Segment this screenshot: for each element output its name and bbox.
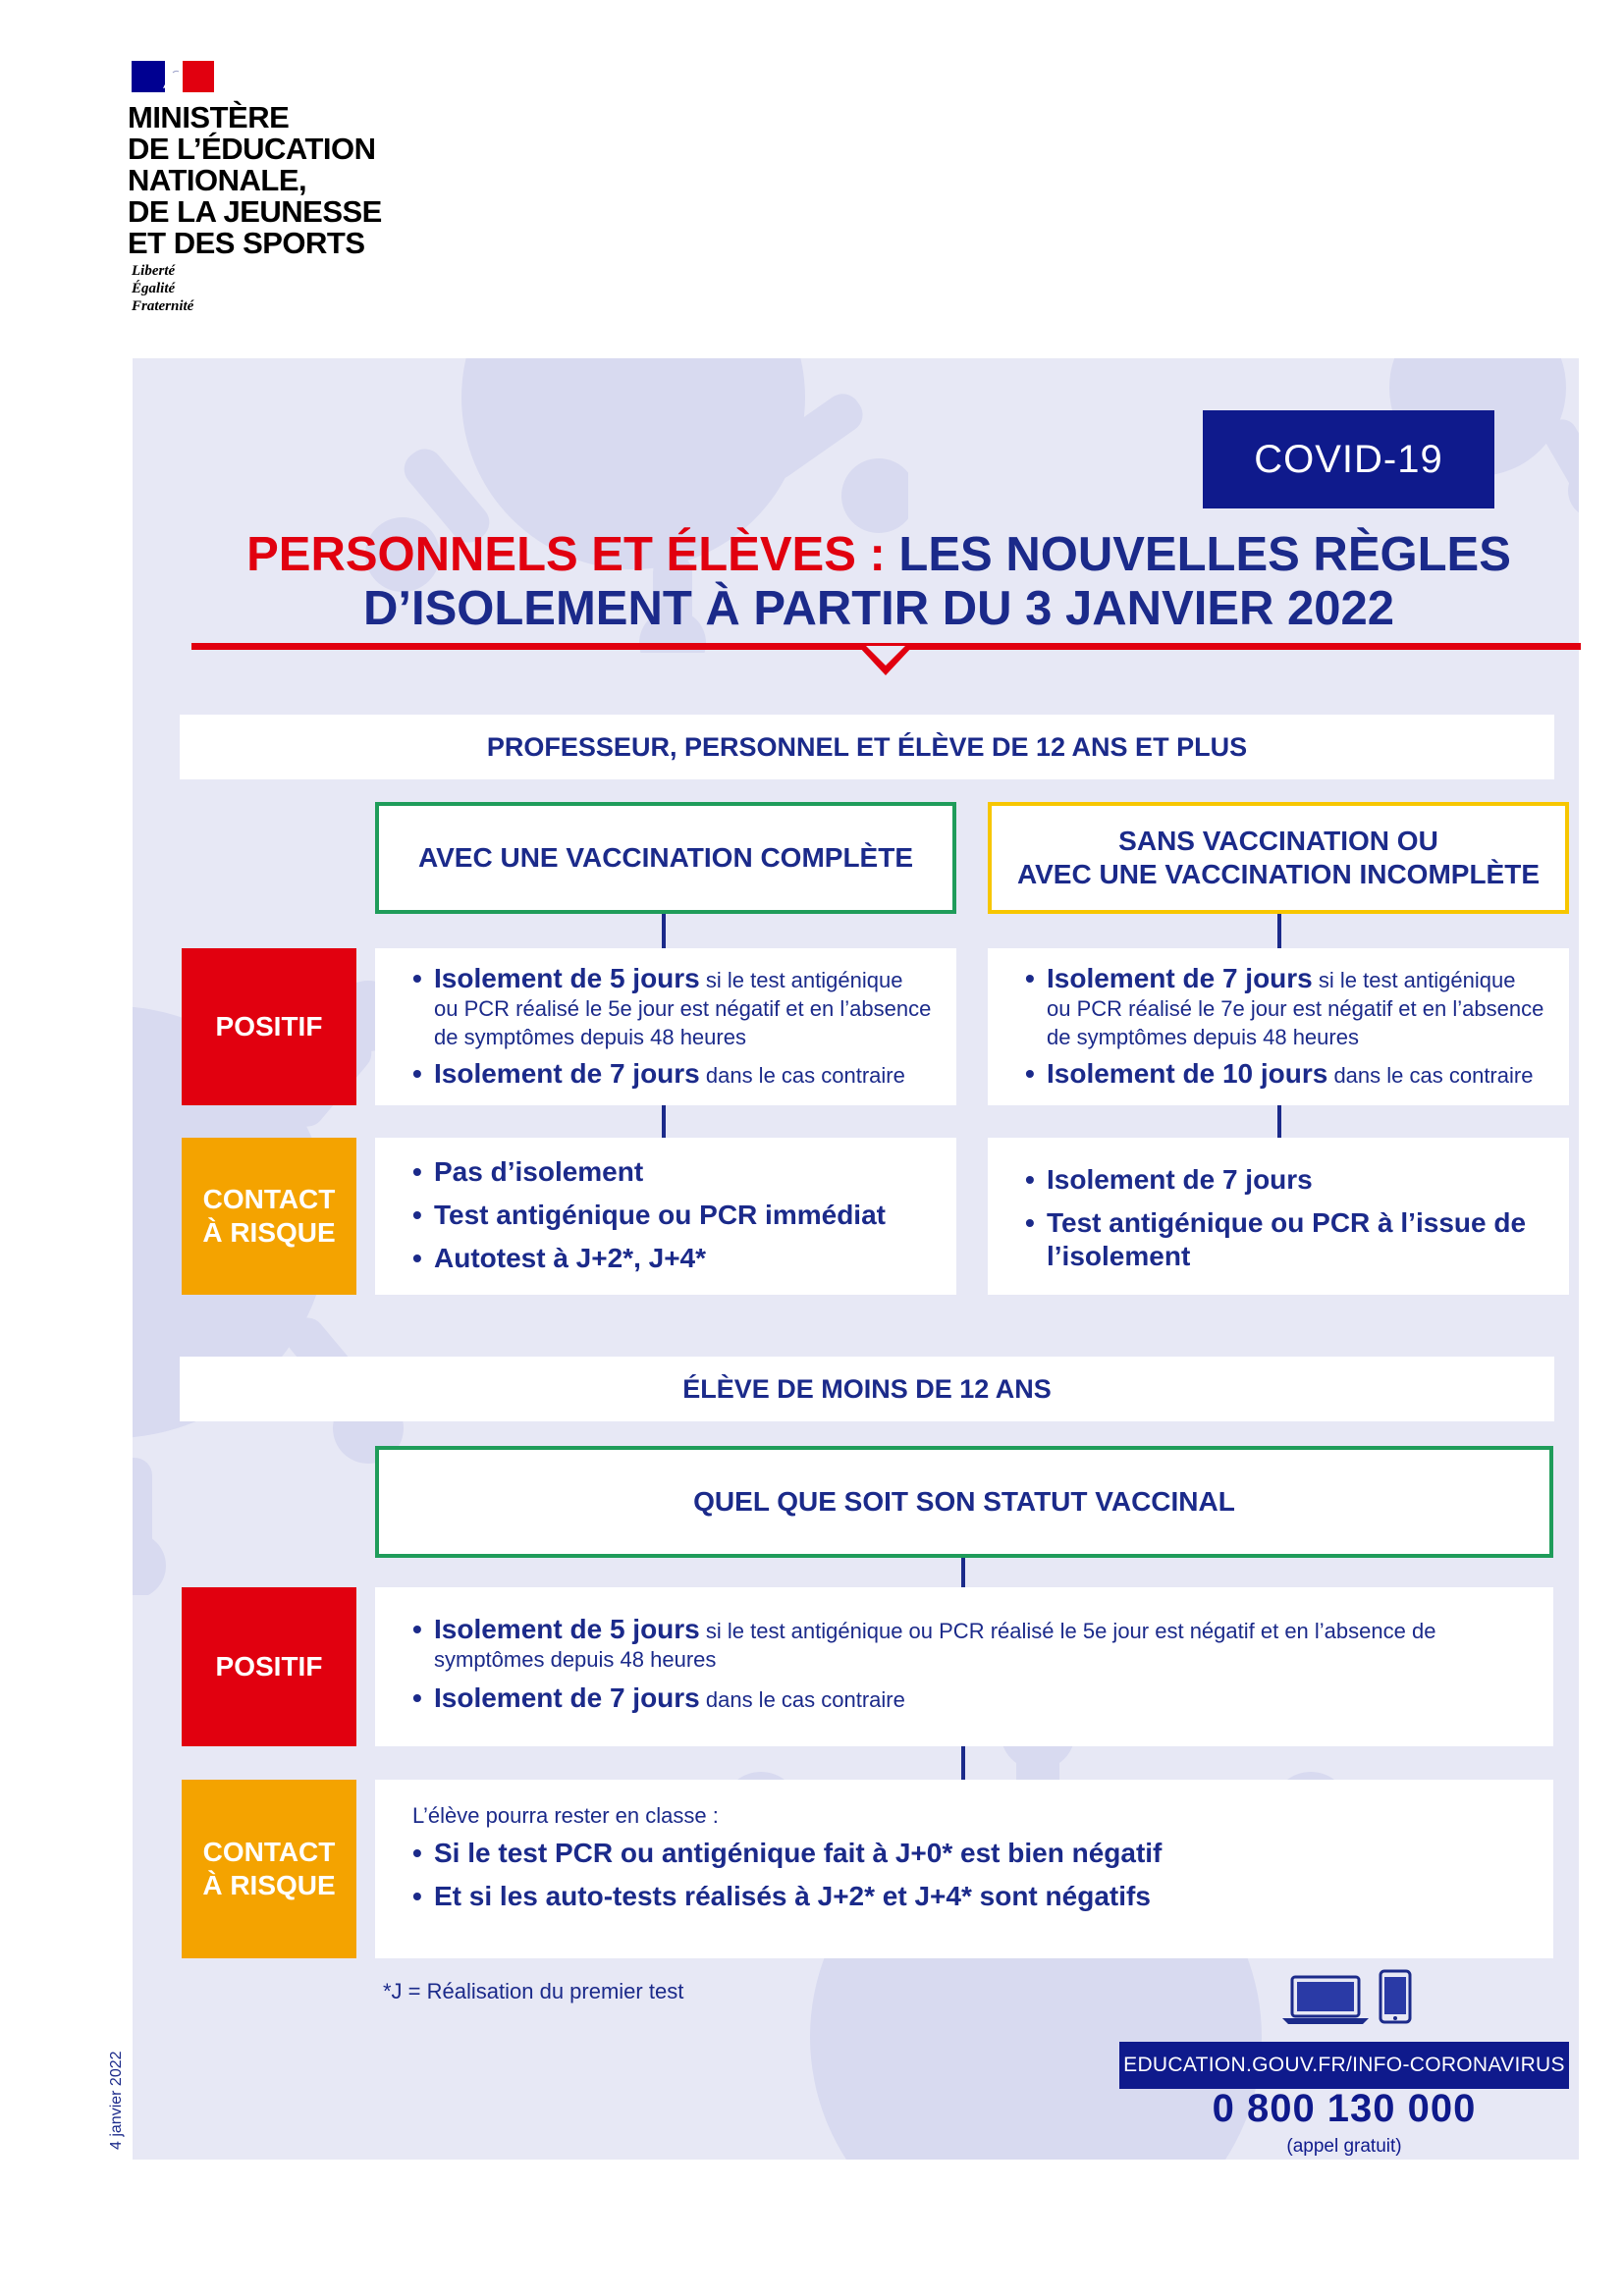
under-12-contact-card [375, 1780, 1553, 1958]
rule-item: • Si le test PCR ou antigénique fait à J+0* est bien négatif [412, 1837, 1530, 1870]
connector-line [662, 1105, 666, 1138]
rule-item-rest: dans le cas contraire [699, 1063, 905, 1088]
vaccinated-contact-card [375, 1138, 956, 1295]
unvaccinated-positive-card [988, 948, 1569, 1105]
contact-lead-text: L’élève pourra rester en classe : [412, 1803, 719, 1828]
contact-tag [182, 1780, 356, 1958]
ministry-name [128, 102, 461, 259]
column-any-status-header: QUEL QUE SOIT SON STATUT VACCINAL [375, 1446, 1553, 1558]
motto-line: Égalité [132, 281, 176, 296]
section-under-12-header: ÉLÈVE DE MOINS DE 12 ANS [180, 1357, 1554, 1421]
title-red-part: PERSONNELS ET ÉLÈVES : [246, 528, 886, 581]
phone-note: (appel gratuit) [1286, 2136, 1402, 2157]
laptop-icon [1282, 1973, 1369, 2026]
rule-item [1025, 964, 1545, 1051]
rule-item-rest: si le test antigénique ou PCR réalisé le 5e jour est négatif et en l’absence de symptômes depuis 48 heures [434, 1619, 1436, 1672]
phone-number[interactable]: 0 800 130 000 [1212, 2087, 1477, 2130]
title-arrow-inner [866, 646, 905, 666]
covid-badge: COVID-19 [1203, 410, 1494, 508]
contact-tag-line: À RISQUE [202, 1870, 336, 1900]
rule-item [412, 1059, 933, 1090]
rule-item-bold: Isolement de 7 jours [1047, 963, 1313, 993]
rule-item-rest: si le test antigénique ou PCR réalisé le 5e jour est négatif et en l’absence de symptômes depuis 48 heures [434, 968, 932, 1049]
ministry-line: DE LA JEUNESSE [128, 194, 382, 229]
rule-item: • Pas d’isolement [412, 1155, 933, 1189]
marianne-icon [159, 63, 189, 90]
republic-motto [132, 262, 193, 315]
rule-item [412, 1615, 1530, 1674]
rule-item-rest: dans le cas contraire [1327, 1063, 1534, 1088]
connector-line [662, 914, 666, 948]
connector-line [961, 1746, 965, 1780]
republic-flag-icon [132, 61, 214, 92]
column-unvaccinated-line: SANS VACCINATION OU [1118, 826, 1438, 856]
ministry-line: MINISTÈRE [128, 100, 290, 134]
positive-tag: POSITIF [182, 1587, 356, 1746]
rule-item-rest: si le test antigénique ou PCR réalisé le 7e jour est négatif et en l’absence de symptômes depuis 48 heures [1047, 968, 1544, 1049]
footnote: *J = Réalisation du premier test [383, 1979, 684, 2003]
rule-item-bold: Isolement de 7 jours [434, 1058, 700, 1089]
under-12-positive-card [375, 1587, 1553, 1746]
vaccinated-positive-card [375, 948, 956, 1105]
rule-item-rest: dans le cas contraire [699, 1687, 905, 1712]
ministry-line: DE L’ÉDUCATION [128, 132, 376, 166]
ministry-line: ET DES SPORTS [128, 226, 365, 260]
title-blue-part: LES NOUVELLES RÈGLES [885, 528, 1511, 581]
rule-item: • Isolement de 7 jours [1025, 1163, 1545, 1197]
column-unvaccinated-line: AVEC UNE VACCINATION INCOMPLÈTE [1016, 859, 1540, 889]
contact-tag [182, 1138, 356, 1295]
connector-line [961, 1558, 965, 1587]
contact-tag-line: CONTACT [202, 1184, 336, 1214]
publication-date: 4 janvier 2022 [108, 2051, 125, 2150]
rule-item [412, 964, 933, 1051]
column-unvaccinated-header [988, 802, 1569, 914]
rule-item: • Et si les auto-tests réalisés à J+2* et J+4* sont négatifs [412, 1880, 1530, 1913]
ministry-line: NATIONALE, [128, 163, 307, 197]
rule-item-bold: Isolement de 5 jours [434, 963, 700, 993]
rule-item: • Test antigénique ou PCR immédiat [412, 1199, 933, 1232]
rule-item-bold: Isolement de 10 jours [1047, 1058, 1328, 1089]
unvaccinated-contact-card [988, 1138, 1569, 1295]
rule-item [1025, 1059, 1545, 1090]
column-vaccinated-header: AVEC UNE VACCINATION COMPLÈTE [375, 802, 956, 914]
rule-item-bold: Isolement de 5 jours [434, 1614, 700, 1644]
title-line-2: D’ISOLEMENT À PARTIR DU 3 JANVIER 2022 [362, 582, 1395, 635]
section-12-plus-header: PROFESSEUR, PERSONNEL ET ÉLÈVE DE 12 ANS ET PLUS [180, 715, 1554, 779]
rule-item [412, 1683, 1530, 1714]
contact-tag-line: À RISQUE [202, 1217, 336, 1248]
motto-line: Fraternité [132, 298, 194, 314]
page-title [177, 528, 1581, 636]
smartphone-icon [1379, 1969, 1412, 2024]
motto-line: Liberté [132, 263, 176, 279]
connector-line [1277, 1105, 1281, 1138]
rule-item: • Autotest à J+2*, J+4* [412, 1242, 933, 1275]
connector-line [1277, 914, 1281, 948]
contact-tag-line: CONTACT [202, 1837, 336, 1867]
rule-item: • Test antigénique ou PCR à l’issue de l’isolement [1025, 1206, 1545, 1273]
positive-tag: POSITIF [182, 948, 356, 1105]
rule-item-bold: Isolement de 7 jours [434, 1682, 700, 1713]
info-url-link[interactable]: EDUCATION.GOUV.FR/INFO-CORONAVIRUS [1119, 2042, 1569, 2089]
